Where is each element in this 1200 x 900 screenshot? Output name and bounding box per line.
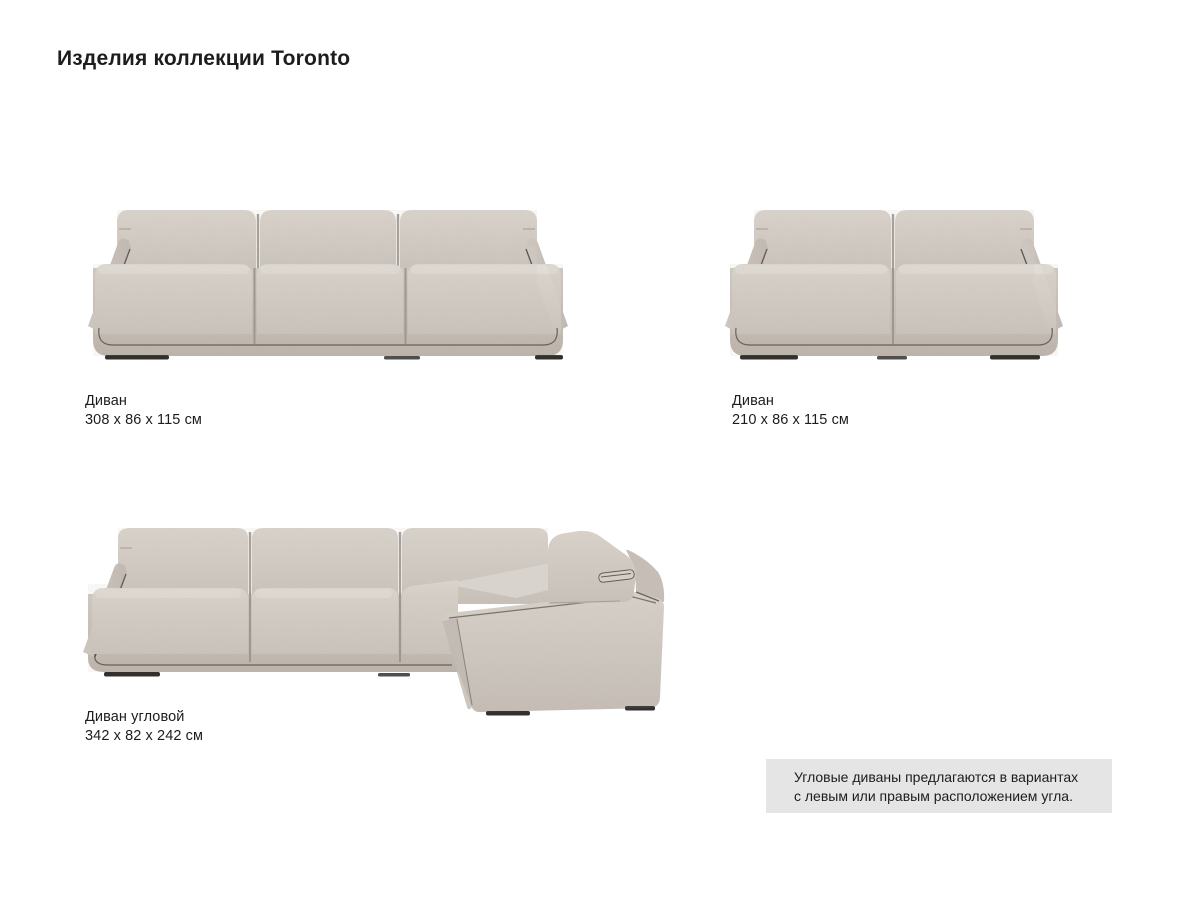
corner-sofa-image: [80, 520, 672, 720]
product-name: Диван угловой: [85, 709, 185, 725]
corner-sofa-note: [766, 759, 1112, 813]
product-card-two-seat: [732, 392, 849, 429]
product-dimensions: 308 x 86 x 115 см: [85, 411, 202, 428]
product-dimensions: 342 x 82 x 242 см: [85, 727, 204, 744]
two-seat-sofa-image: [722, 198, 1066, 364]
product-name: Диван: [732, 393, 775, 409]
product-dimensions: 210 x 86 x 115 см: [732, 411, 849, 428]
page-title: Изделия коллекции Toronto: [57, 47, 351, 70]
product-card-corner: [85, 708, 203, 745]
product-card-three-seat: [85, 392, 202, 429]
three-seat-sofa-image: [85, 198, 571, 364]
note-line: Угловые диваны предлагаются в вариантах: [794, 769, 1079, 785]
product-name: Диван: [85, 393, 128, 409]
note-line: с левым или правым расположением угла.: [794, 788, 1073, 804]
